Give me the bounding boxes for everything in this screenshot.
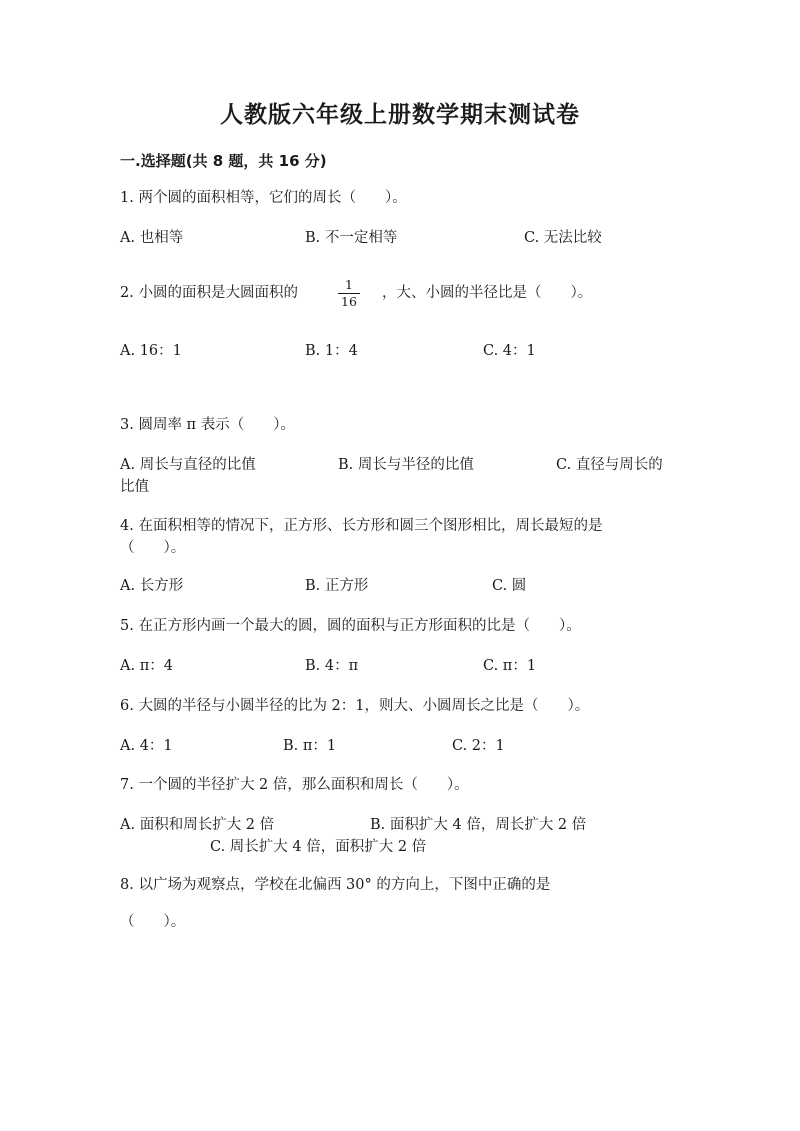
- question-5-stem: 5. 在正方形内画一个最大的圆，圆的面积与正方形面积的比是（ ）。: [120, 618, 581, 634]
- question-3-option-c-wrap: 比值: [120, 479, 149, 495]
- question-2-fraction: [338, 278, 360, 309]
- page-title: 人教版六年级上册数学期末测试卷: [220, 102, 580, 128]
- question-1-option-b: B. 不一定相等: [305, 230, 398, 246]
- question-4-option-a: A. 长方形: [120, 578, 184, 594]
- question-7-option-a: A. 面积和周长扩大 2 倍: [120, 817, 275, 833]
- question-5-option-b: B. 4：π: [305, 658, 359, 674]
- question-6-option-c: C. 2：1: [452, 738, 505, 754]
- question-8-stem: 8. 以广场为观察点，学校在北偏西 30° 的方向上，下图中正确的是: [120, 877, 551, 893]
- question-4-stem-wrap: （ ）。: [120, 540, 186, 556]
- question-7-option-b: B. 面积扩大 4 倍，周长扩大 2 倍: [370, 817, 587, 833]
- question-1-option-c: C. 无法比较: [524, 230, 602, 246]
- question-5-option-c: C. π：1: [483, 658, 537, 674]
- question-6-stem: 6. 大圆的半径与小圆半径的比为 2：1，则大、小圆周长之比是（ ）。: [120, 698, 590, 714]
- fraction-denominator: 16: [341, 294, 357, 309]
- question-6-option-a: A. 4：1: [120, 738, 173, 754]
- question-3-option-a: A. 周长与直径的比值: [120, 457, 256, 473]
- question-5-option-a: A. π：4: [120, 658, 173, 674]
- question-8-stem-wrap: （ ）。: [120, 914, 186, 930]
- question-2-stem-after: ，大、小圆的半径比是（ ）。: [382, 285, 593, 301]
- question-2-stem-before: 2. 小圆的面积是大圆面积的: [120, 285, 298, 301]
- question-4-stem: 4. 在面积相等的情况下，正方形、长方形和圆三个图形相比，周长最短的是: [120, 518, 603, 534]
- question-4-option-b: B. 正方形: [305, 578, 369, 594]
- question-4-option-c: C. 圆: [492, 578, 527, 594]
- fraction-numerator: 1: [345, 277, 353, 292]
- question-2-option-a: A. 16：1: [120, 343, 182, 359]
- question-3-option-c: C. 直径与周长的: [556, 457, 663, 473]
- section-heading: 一.选择题(共 8 题，共 16 分): [120, 152, 327, 170]
- question-2-option-b: B. 1：4: [305, 343, 358, 359]
- question-6-option-b: B. π：1: [283, 738, 337, 754]
- question-3-option-b: B. 周长与半径的比值: [338, 457, 474, 473]
- question-1-option-a: A. 也相等: [120, 230, 184, 246]
- question-1-stem: 1. 两个圆的面积相等，它们的周长（ ）。: [120, 190, 407, 206]
- question-2-option-c: C. 4：1: [483, 343, 536, 359]
- question-3-stem: 3. 圆周率 π 表示（ ）。: [120, 417, 295, 433]
- question-7-stem: 7. 一个圆的半径扩大 2 倍，那么面积和周长（ ）。: [120, 777, 469, 793]
- question-7-option-c: C. 周长扩大 4 倍，面积扩大 2 倍: [210, 839, 427, 855]
